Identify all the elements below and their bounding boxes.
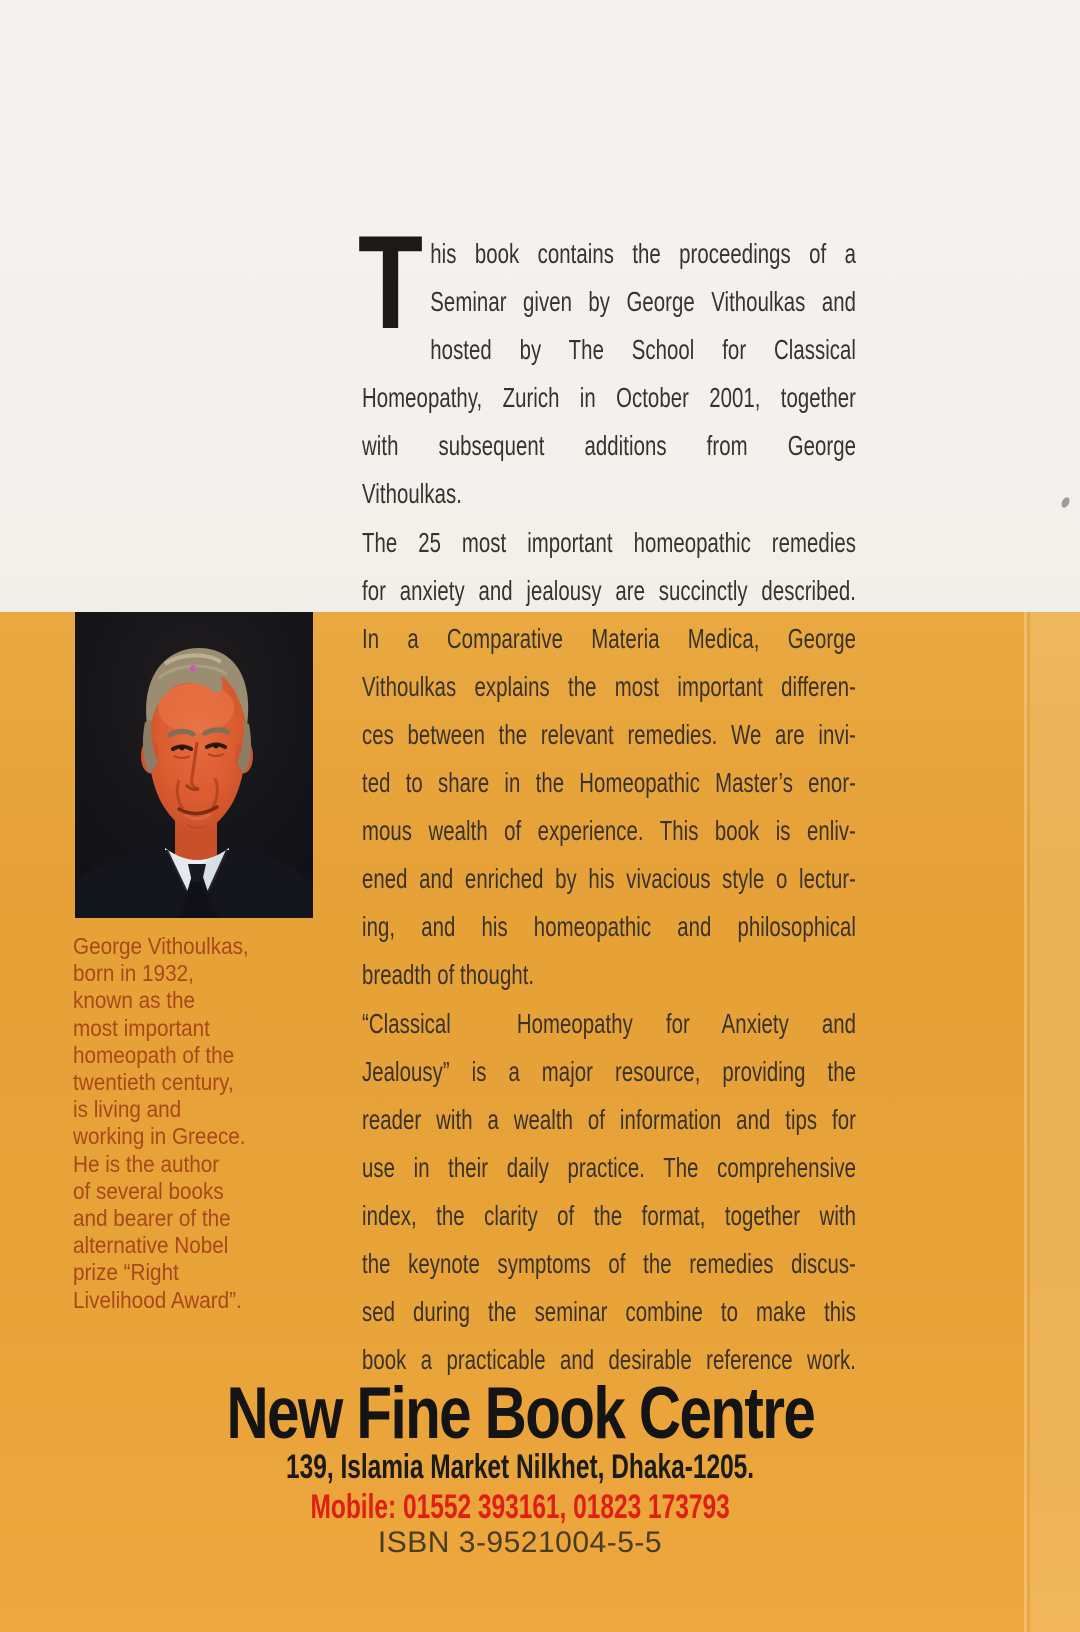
blurb-line: Homeopathy, Zurich in October 2001, together [362, 382, 857, 414]
blurb-line: breadth of thought. [362, 959, 535, 991]
blurb-line: Jealousy” is a major resource, providing the [362, 1055, 857, 1087]
author-caption-line: He is the author [73, 1150, 220, 1177]
blurb-line: index, the clarity of the format, together with [362, 1199, 857, 1231]
blurb-line: ces between the relevant remedies. We are invi- [362, 718, 857, 750]
blurb-line: In a Comparative Materia Medica, George [362, 622, 857, 654]
blurb-line: the keynote symptoms of the remedies discus- [362, 1247, 857, 1279]
blurb-text-block [362, 230, 856, 1384]
blurb-line: ened and enriched by his vivacious style o lectur- [362, 863, 857, 895]
drop-cap-letter: T [358, 209, 423, 357]
author-caption-line: born in 1932, [73, 960, 194, 987]
author-photo [75, 612, 313, 918]
author-caption-line: is living and [73, 1096, 182, 1123]
blurb-line: “Classical Homeopathy for Anxiety and [362, 1007, 857, 1039]
blurb-line: use in their daily practice. The comprehensive [362, 1151, 857, 1183]
author-caption-line: and bearer of the [73, 1205, 231, 1232]
blurb-line: hosted by The School for Classical [430, 334, 857, 366]
blurb-line: Vithoulkas. [362, 478, 462, 510]
blurb-line: ing, and his homeopathic and philosophical [362, 911, 857, 943]
blurb-line: reader with a wealth of information and tips for [362, 1103, 857, 1135]
author-caption-line: alternative Nobel [73, 1232, 229, 1259]
blurb-line: mous wealth of experience. This book is enliv- [362, 815, 857, 847]
blurb-line: ted to share in the Homeopathic Master’s enor- [362, 767, 857, 799]
author-caption-line: of several books [73, 1177, 224, 1204]
author-caption-line: twentieth century, [73, 1069, 234, 1096]
blurb-line: sed during the seminar combine to make this [362, 1296, 857, 1328]
author-caption [73, 933, 325, 1314]
publisher-name: New Fine Book Centre [226, 1373, 814, 1454]
publisher-mobile: Mobile: 01552 393161, 01823 173793 [310, 1488, 730, 1526]
author-caption-line: Livelihood Award”. [73, 1286, 242, 1313]
author-caption-line: prize “Right [73, 1259, 179, 1286]
author-caption-line: known as the [73, 987, 195, 1014]
author-caption-line: working in Greece. [73, 1123, 246, 1150]
author-caption-line: homeopath of the [73, 1041, 235, 1068]
blurb-line: with subsequent additions from George [362, 430, 857, 462]
blurb-line: book a practicable and desirable reference work. [362, 1344, 857, 1376]
author-caption-line: George Vithoulkas, [73, 933, 249, 959]
blurb-line: Seminar given by George Vithoulkas and [430, 286, 857, 318]
blurb-line: The 25 most important homeopathic remedies [362, 526, 857, 558]
author-caption-line: most important [73, 1014, 210, 1041]
blurb-line: for anxiety and jealousy are succinctly described. [362, 574, 857, 606]
publisher-address: 139, Islamia Market Nilkhet, Dhaka-1205. [285, 1448, 755, 1486]
blurb-line: his book contains the proceedings of a [430, 238, 857, 269]
blurb-line: Vithoulkas explains the most important differen- [362, 670, 857, 702]
isbn-text: ISBN 3-9521004-5-5 [377, 1526, 663, 1559]
